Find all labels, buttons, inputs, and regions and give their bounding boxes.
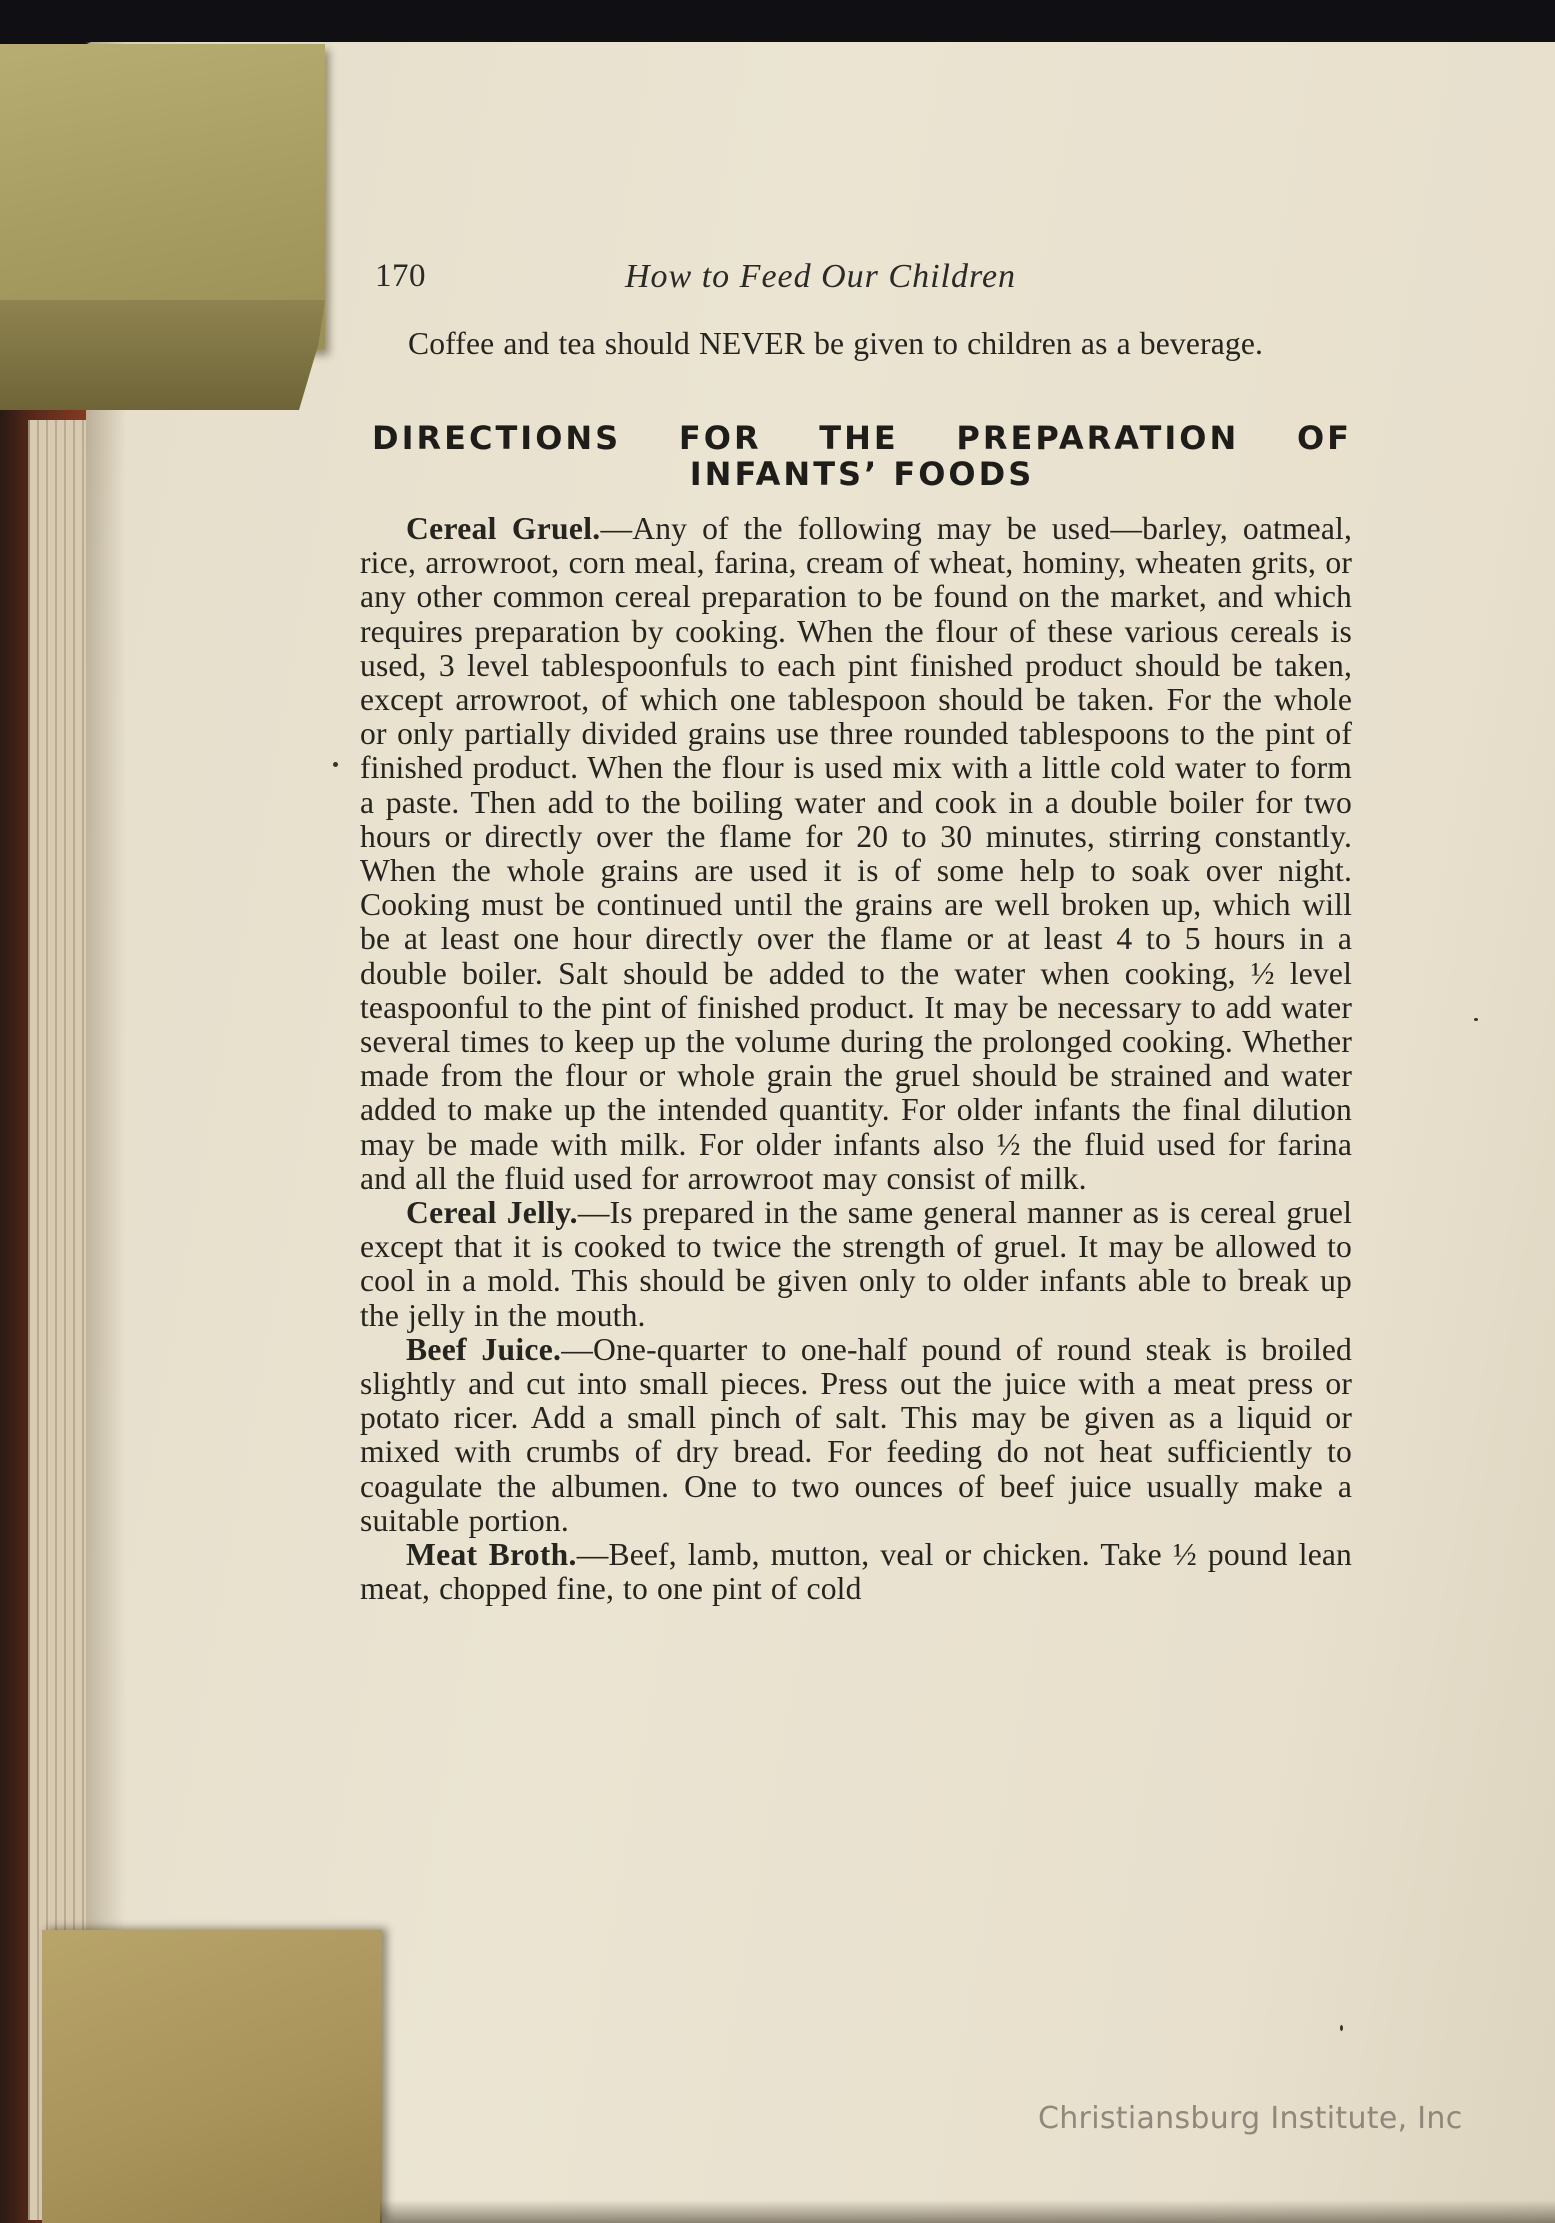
recipe-cereal-jelly bbox=[360, 1196, 1352, 1333]
recipe-body: —Is prepared in the same general manner as is cereal gruel except that it is cooked to twice the strength of gruel. It may be allowed to cool in a mold. This should be given only to older infants able to break up the jelly in the mouth. bbox=[360, 1195, 1352, 1333]
running-header bbox=[375, 258, 1080, 308]
ink-speck bbox=[333, 762, 338, 767]
recipe-body: —One-quarter to one-half pound of round steak is broiled slightly and cut into small pieces. Press out the juice with a meat press or potato ricer. Add a small pinch of salt. This may be given as a liquid or mixed with crumbs of dry bread. For feeding do not heat sufficiently to coagulate the albumen. One to two ounces of beef juice usually make a suitable portion. bbox=[360, 1331, 1352, 1538]
recipe-meat-broth bbox=[360, 1538, 1352, 1606]
intro-paragraph: Coffee and tea should NEVER be given to children as a beverage. bbox=[408, 326, 1264, 361]
recipe-cereal-gruel bbox=[360, 512, 1352, 1196]
bottom-paper-tab bbox=[42, 1930, 382, 2223]
recipe-title: Cereal Jelly. bbox=[406, 1195, 578, 1231]
section-heading-line-2: INFANTS’ FOODS bbox=[689, 455, 1035, 493]
page-bottom-shadow bbox=[380, 2200, 1555, 2223]
top-paper-tab-fold bbox=[0, 300, 325, 410]
section-heading-line-1: DIRECTIONS FOR THE PREPARATION OF bbox=[372, 419, 1352, 457]
recipe-title: Meat Broth. bbox=[406, 1537, 577, 1573]
recipe-title: Cereal Gruel. bbox=[406, 511, 601, 546]
ink-speck bbox=[1340, 2025, 1343, 2031]
recipe-list bbox=[360, 512, 1352, 1607]
recipe-beef-juice bbox=[360, 1333, 1352, 1538]
page-number: 170 bbox=[375, 258, 426, 294]
recipe-body: —Beef, lamb, mutton, veal or chicken. Take ½ pound lean meat, chopped fine, to one pint of cold bbox=[360, 1537, 1352, 1607]
ink-speck bbox=[1474, 1018, 1478, 1021]
book-title: How to Feed Our Children bbox=[625, 258, 1017, 295]
watermark: Christiansburg Institute, Inc bbox=[1038, 2101, 1463, 2136]
recipe-title: Beef Juice. bbox=[406, 1331, 562, 1367]
background bbox=[0, 0, 1555, 48]
section-heading bbox=[372, 420, 1352, 492]
recipe-body: —Any of the following may be used—barley, oatmeal, rice, arrowroot, corn meal, farina, cream of wheat, hominy, wheaten grits, or any other common cereal preparation to be found on the market, and which requires preparation by cooking. When the flour of these various cereals is used, 3 level tablespoonfuls to each pint finished product should be taken, except arrowroot, of which one tablespoon should be taken. For the whole or only partially divided grains use three rounded tablespoons to the pint of finished product. When the flour is used mix with a little cold water to form a paste. Then add to the boiling water and cook in a double boiler for two hours or directly over the flame for 20 to 30 minutes, stirring constantly. When the whole grains are used it is of some help to soak over night. Cooking must be continued until the grains are well broken up, which will be at least one hour directly over the flame or at least 4 to 5 hours in a double boiler. Salt should be added to the water when cooking, ½ level teaspoonful to the pint of finished product. It may be necessary to add water several times to keep up the volume during the prolonged cooking. Whether made from the flour or whole grain the gruel should be strained and water added to make up the intended quantity. For older infants the final dilution may be made with milk. For older infants also ½ the fluid used for farina and all the fluid used for arrowroot may consist of milk. bbox=[360, 511, 1352, 1196]
